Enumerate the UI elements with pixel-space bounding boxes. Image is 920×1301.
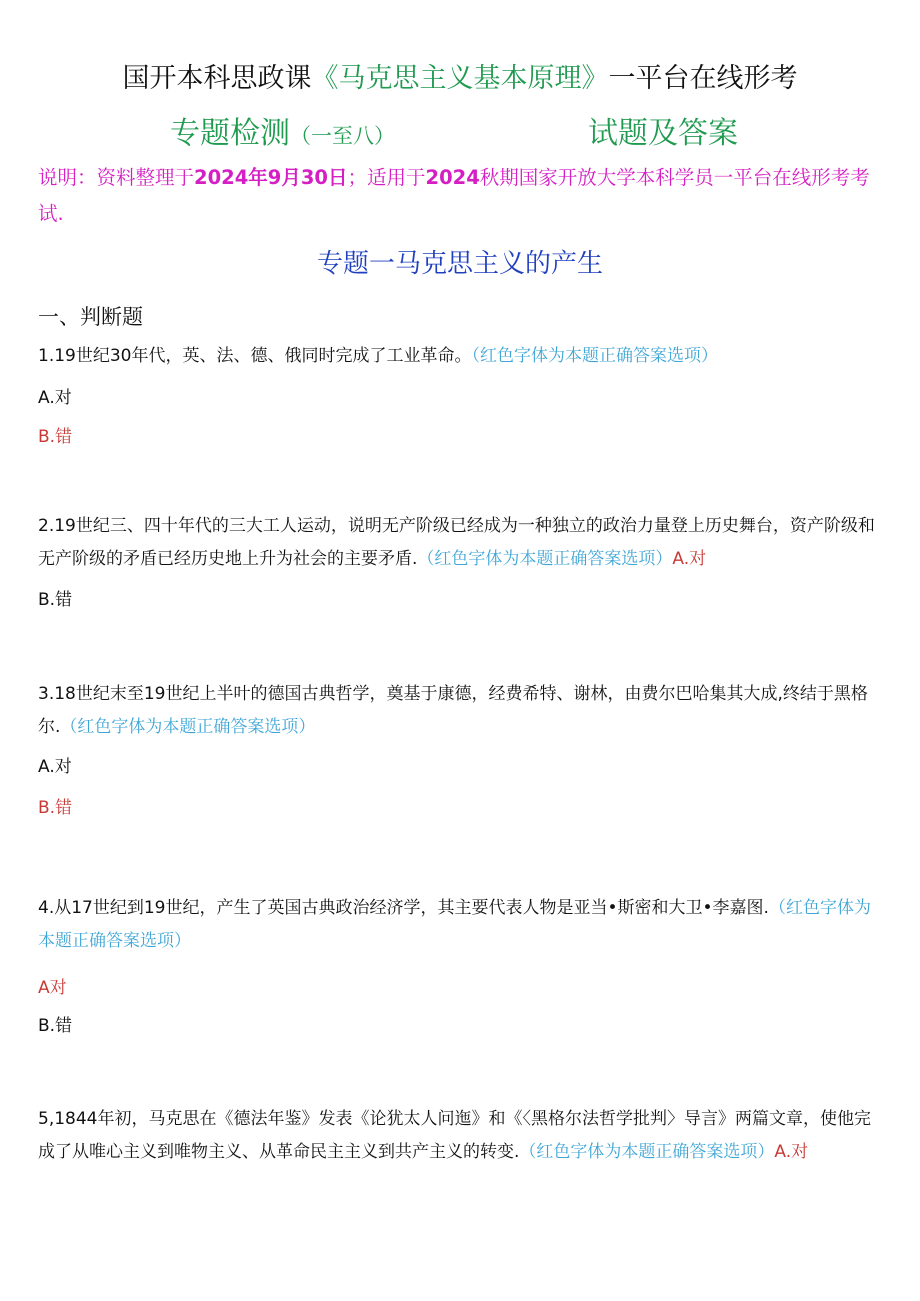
question-2-text: 2.19世纪三、四十年代的三大工人运动，说明无产阶级已经成为一种独立的政治力量登上历史舞台，资产阶级和无产阶级的矛盾已经历史地上升为社会的主要矛盾.: [38, 516, 875, 569]
answer-hint: （红色字体为本题正确答案选项）: [417, 549, 673, 569]
title-suffix: 一平台在线形考: [608, 63, 798, 94]
question-3-option-b: B.错: [38, 798, 73, 818]
note-part1: 说明：资料整理于: [38, 166, 195, 189]
question-3-option-a: A.对: [38, 757, 72, 777]
question-3-text: 3.18世纪末至19世纪上半叶的德国古典哲学，奠基于康德，经费希特、谢林，由费尔巴哈集其大成,终结于黑格尔.: [38, 684, 868, 737]
question-2: [38, 510, 886, 576]
question-4: [38, 892, 886, 958]
note-date: 2024年9月30日: [194, 166, 348, 189]
question-5-option-a: A.对: [774, 1142, 809, 1162]
question-1: [38, 340, 886, 373]
title-course: 《马克思主义基本原理》: [311, 63, 609, 94]
question-4-text: 4.从17世纪到19世纪，产生了英国古典政治经济学，其主要代表人物是亚当•斯密和大卫•李嘉图.: [38, 898, 769, 918]
document-title: [0, 56, 920, 95]
question-2-option-b: B.错: [38, 590, 73, 610]
question-1-text: 1.19世纪30年代，英、法、德、俄同时完成了工业革命。: [38, 346, 472, 366]
question-1-option-b: B.错: [38, 427, 73, 447]
note-term: 2024: [425, 166, 480, 189]
answer-hint: （红色字体为本题正确答案选项）: [519, 1142, 775, 1162]
question-2-option-a: A.对: [672, 549, 707, 569]
question-5: [38, 1103, 886, 1169]
note-part3: 秋期国家开放大学本科学员一平台在线形考考试.: [38, 166, 870, 225]
question-3: [38, 678, 886, 744]
answer-hint: （红色字体为本题正确答案选项）: [60, 717, 316, 737]
topic-title: 专题一马克思主义的产生: [316, 249, 603, 279]
question-4-option-a: A对: [38, 978, 67, 998]
subtitle-main: [170, 108, 395, 152]
answer-hint: （红色字体为本题正确答案选项）: [471, 346, 718, 366]
answer-hint: （红色字体为本题正确答案选项）: [38, 898, 871, 951]
subtitle-label: 专题检测: [170, 116, 290, 151]
subtitle-right: 试题及答案: [588, 116, 738, 151]
subtitle-range: （一至八）: [290, 124, 395, 148]
question-5-text: 5,1844年初，马克思在《德法年鉴》发表《论犹太人问迤》和《〈黑格尔法哲学批判〉导言》两篇文章，使他完成了从唯心主义到唯物主义、从革命民主主义到共产主义的转变.: [38, 1109, 871, 1162]
question-4-option-b: B.错: [38, 1016, 73, 1036]
question-1-option-a: A.对: [38, 388, 72, 408]
section-title: 一、判断题: [38, 305, 143, 329]
note-part2: ；适用于: [347, 166, 426, 189]
note-paragraph: [38, 160, 888, 232]
title-prefix: 国开本科思政课: [122, 63, 312, 94]
